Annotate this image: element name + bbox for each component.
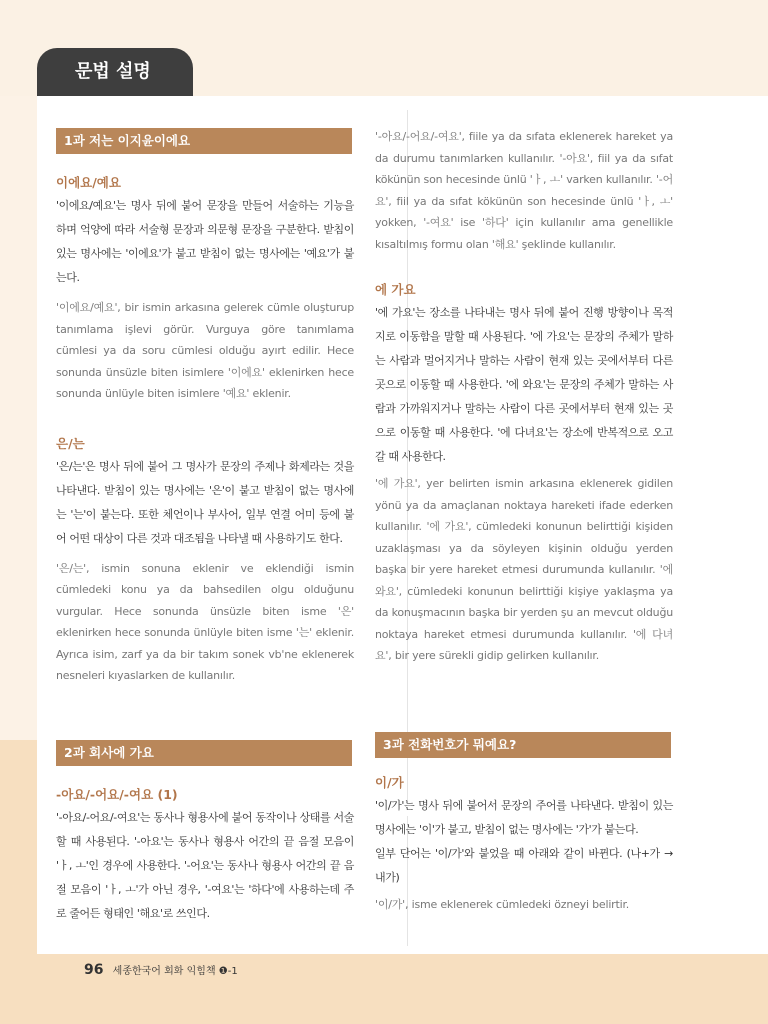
- grammar-desc-tr-ieyo: '이에요/예요', bir ismin arkasına gelerek cümle oluşturup tanımlama işlevi görür. Vurguya göre tanımlama cümlesi ya da soru cümlesi olduğu ayırt edilir. Hece sonunda ünsüzle biten isimlere '이에요' eklenirken hece sonunda ünlüyle biten isimlere '예요' eklenir.: [56, 301, 354, 400]
- grammar-desc-ko-e-gayo: '에 가요'는 장소를 나타내는 명사 뒤에 붙어 진행 방향이나 목적지로 이동함을 말할 때 사용된다. '에 가요'는 문장의 주체가 말하는 사람과 멀어지거나 말하는 사람이 현재 있는 곳에서부터 다른 곳으로 이동할 때 사용한다. '에 와요'는 문장의 주체가 말하는 사람과 가까워지거나 말하는 사람이 다른 곳에서부터 현재 있는 곳으로 이동할 때 사용한다. '에 다녀요'는 장소에 반복적으로 오고 갈 때 사용한다.: [375, 306, 673, 463]
- book-title: 세종한국어 회화 익힘책 ❶-1: [112, 966, 238, 977]
- grammar-desc-tr-iga: '이/가', isme eklenerek cümledeki özneyi belirtir.: [375, 898, 630, 911]
- left-column-upper: [56, 128, 354, 687]
- left-column-lower: [56, 740, 354, 926]
- grammar-title-ayo: -아요/-어요/-여요 (1): [56, 787, 178, 802]
- grammar-desc-ko-iga: '이/가'는 명사 뒤에 붙어서 문장의 주어를 나타낸다. 받침이 있는 명사에는 '이'가 붙고, 받침이 없는 명사에는 '가'가 붙는다.: [375, 799, 673, 836]
- lesson-1-bar: 1과 저는 이지윤이에요: [56, 128, 352, 154]
- page-footer: [84, 962, 238, 978]
- grammar-desc-tr-eunneun: '은/는', ismin sonuna eklenir ve eklendiği ismin cümledeki konu ya da bahsedilen olgu olduğunu vurgular. Hece sonunda ünsüzle biten isme '은' eklenirken hece sonunda ünlüyle biten isme '는' eklenir. Ayrıca isim, zarf ya da bir takım sonek vb'ne eklenerek nesneleri kıyaslarken de kullanılır.: [56, 561, 354, 682]
- grammar-desc-tr-e-gayo: '에 가요', yer belirten ismin arkasına eklenerek gidilen yönü ya da amaçlanan noktaya hareketi ifade ederken kullanılır. '에 가요', cümledeki konunun belirttiği kişiden uzaklaşması ya da söyleyen kişinin olduğu yerden başka bir yere hareket etmesi durumunda kullanılır. '에 와요', cümledeki konunun belirttiği kişiye yaklaşma ya da konuşmacının başka bir yerden şu an mevcut olduğu noktaya hareket etmesi durumunda kullanılır. '에 다녀요', bir yere sürekli gidip gelirken kullanılır.: [375, 477, 673, 662]
- section-title: 문법 설명: [75, 61, 151, 82]
- grammar-desc-ko-ayo: '-아요/-어요/-여요'는 동사나 형용사에 붙어 동작이나 상태를 서술할 때 사용된다. '-아요'는 동사나 형용사 어간의 끝 음절 모음이 'ㅏ, ㅗ'인 경우에 사용한다. '-어요'는 동사나 형용사 어간의 끝 음절 모음이 'ㅏ, ㅗ'가 아닌 경우, '-여요'는 '하다'에 사용하는데 주로 줄어든 형태인 '해요'로 쓰인다.: [56, 811, 354, 920]
- right-column-upper: [375, 126, 673, 667]
- right-column-lower: [375, 732, 673, 916]
- grammar-desc-ko-iga-note: 일부 단어는 '이/가'와 붙었을 때 아래와 같이 바뀐다. (나+가 → 내가): [375, 847, 673, 884]
- grammar-title-eunneun: 은/는: [56, 435, 85, 451]
- grammar-desc-ko-eunneun: '은/는'은 명사 뒤에 붙어 그 명사가 문장의 주제나 화제라는 것을 나타낸다. 받침이 있는 명사에는 '은'이 붙고 받침이 없는 명사에는 '는'이 붙는다. 또한 체언이나 부사어, 일부 연결 어미 등에 붙어 어떤 대상이 다른 것과 대조됨을 나타낼 때 사용하기도 한다.: [56, 459, 354, 545]
- lesson-2-bar: 2과 회사에 가요: [56, 740, 352, 766]
- grammar-title-e-gayo: 에 가요: [375, 282, 416, 297]
- content-sheet: [37, 96, 768, 954]
- lesson-3-bar: 3과 전화번호가 뭐예요?: [375, 732, 671, 758]
- section-header-tab: [37, 48, 193, 96]
- grammar-title-ieyo: 이에요/예요: [56, 175, 121, 190]
- page-number: 96: [84, 962, 104, 978]
- grammar-desc-tr-ayo: '-아요/-어요/-여요', fiile ya da sıfata eklenerek hareket ya da durumu tanımlarken kullanılır. '-아요', fiil ya da sıfat kökünün son hecesinde ünlü 'ㅏ, ㅗ' varken kullanılır. '-어요', fiil ya da sıfat kökünün son hecesinde ünlü 'ㅏ, ㅗ' yokken, '-여요' ise '하다' için kullanılır ama genellikle kısaltılmış formu olan '해요' şeklinde kullanılır.: [375, 130, 673, 251]
- grammar-desc-ko-ieyo: '이에요/예요'는 명사 뒤에 붙어 문장을 만들어 서술하는 기능을 하며 억양에 따라 서술형 문장과 의문형 문장을 구분한다. 받침이 있는 명사에는 '이에요'가 붙고 받침이 없는 명사에는 '예요'가 붙는다.: [56, 199, 354, 284]
- grammar-title-iga: 이/가: [375, 775, 404, 790]
